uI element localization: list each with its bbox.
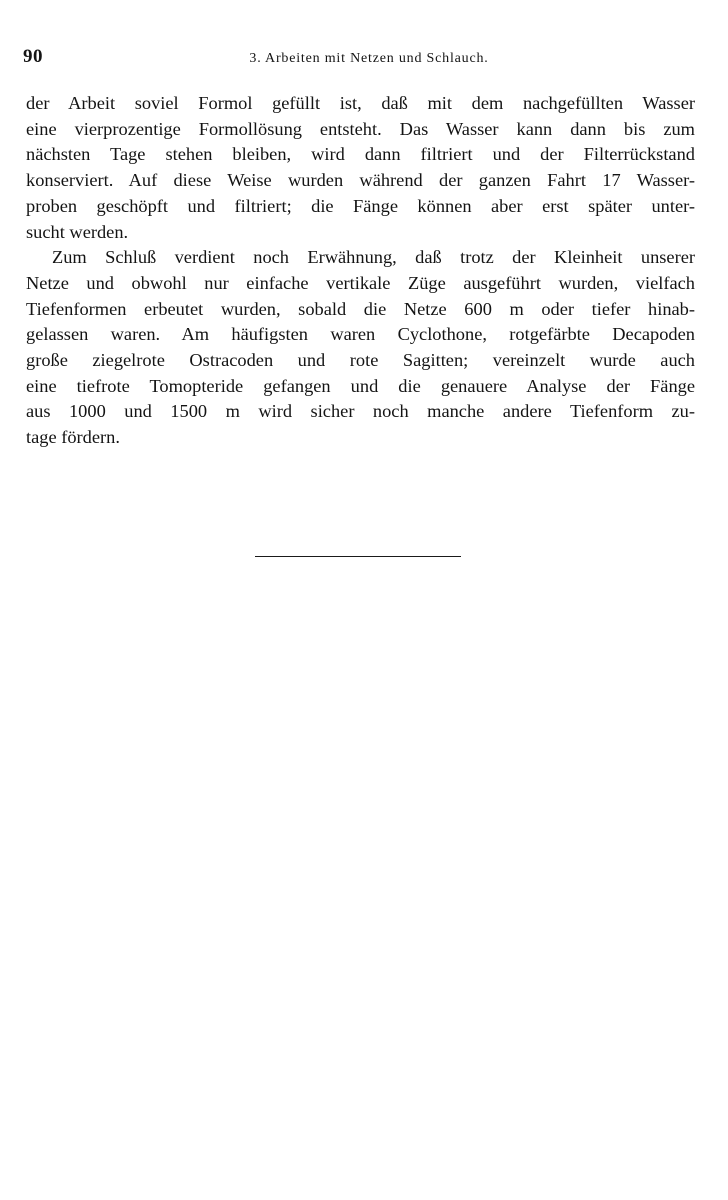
text-line: der Arbeit soviel Formol gefüllt ist, daß mit dem nachgefüllten Wasser <box>26 93 695 113</box>
running-title: 3. Arbeiten mit Netzen und Schlauch. <box>249 51 489 66</box>
text-line: proben geschöpft und filtriert; die Fänge können aber erst später unter- <box>26 195 695 216</box>
text-line: Zum Schluß verdient noch Erwähnung, daß trotz der Kleinheit unserer <box>52 247 695 268</box>
text-line: nächsten Tage stehen bleiben, wird dann filtriert und der Filterrückstand <box>26 144 695 165</box>
text-line: große ziegelrote Ostracoden und rote Sagitten; vereinzelt wurde auch <box>26 350 695 371</box>
text-line: tage fördern. <box>26 427 120 448</box>
text-line: eine vierprozentige Formollösung entsteht. Das Wasser kann dann bis zum <box>26 118 695 139</box>
paragraph <box>26 245 695 451</box>
text-line: Netze und obwohl nur einfache vertikale Züge ausgeführt wurden, vielfach <box>26 272 695 293</box>
text-line: eine tiefrote Tomopteride gefangen und die genauere Analyse der Fänge <box>26 375 695 396</box>
text-line: aus 1000 und 1500 m wird sicher noch manche andere Tiefenform zu- <box>26 401 695 422</box>
section-end-rule <box>255 556 461 557</box>
text-line: sucht werden. <box>26 221 129 242</box>
text-line: konserviert. Auf diese Weise wurden während der ganzen Fahrt 17 Wasser- <box>26 170 695 191</box>
body-text <box>26 91 695 451</box>
text-line: gelassen waren. Am häufigsten waren Cyclothone, rotgefärbte Decapoden <box>26 324 695 345</box>
paragraph <box>26 91 695 245</box>
text-line: Tiefenformen erbeutet wurden, sobald die Netze 600 m oder tiefer hinab- <box>26 298 695 319</box>
page-number: 90 <box>23 46 43 67</box>
